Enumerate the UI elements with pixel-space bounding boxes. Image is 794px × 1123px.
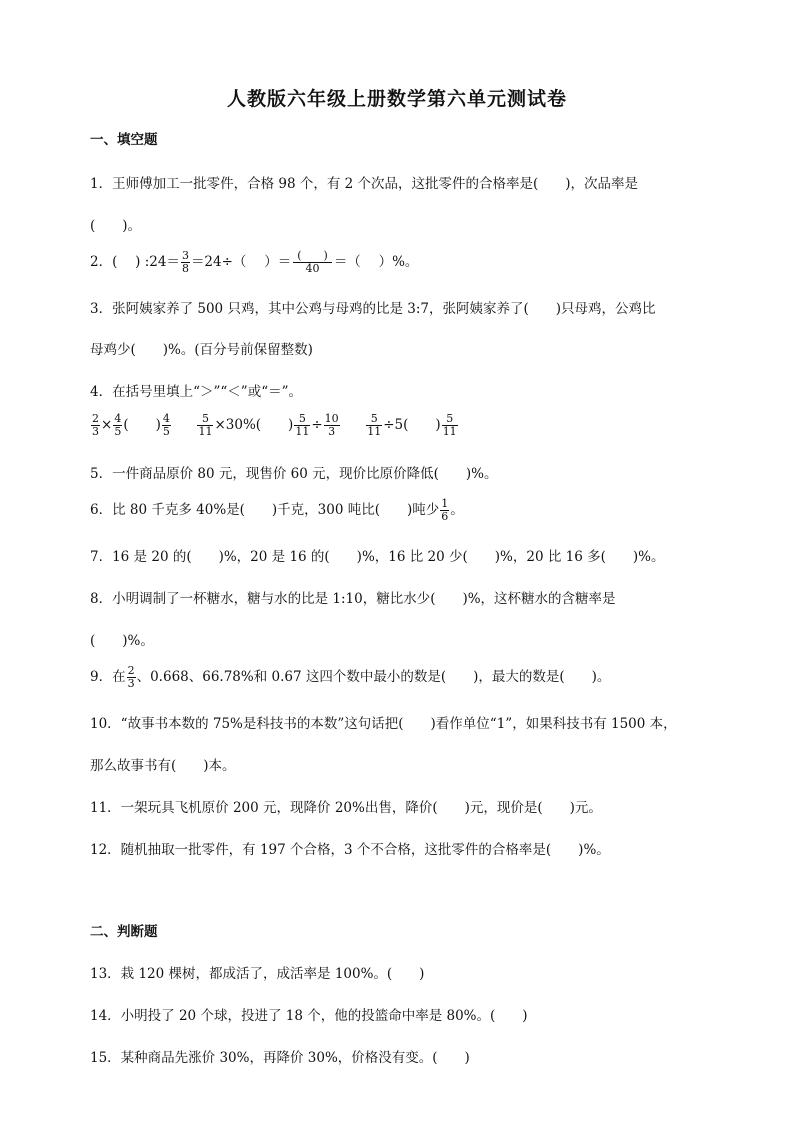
question-12: 12．随机抽取一批零件，有 197 个合格，3 个不合格，这批零件的合格率是( )%。: [90, 842, 610, 858]
q4-e3-blank: ( ): [403, 417, 441, 433]
q9-frac-den: 3: [127, 677, 135, 690]
q4-e3-frac-b-den: 11: [442, 425, 457, 438]
question-15: 15．某种商品先涨价 30%，再降价 30%，价格没有变。( ): [90, 1050, 470, 1066]
q4-e2-op: ×30%: [214, 417, 256, 433]
question-10-line-2: 那么故事书有( )本。: [90, 758, 236, 774]
q2-frac2-denominator: 40: [305, 262, 320, 275]
q4-e1-frac-a: [91, 413, 100, 438]
q6-frac-num: 1: [441, 497, 449, 510]
q4-e1-frac-b: [113, 413, 122, 438]
question-4-expressions: [90, 413, 459, 438]
q4-e1-frac-c-den: 5: [162, 425, 170, 438]
q2-prefix: 2．( ) :24＝: [90, 254, 180, 270]
question-8-line-1: 8．小明调制了一杯糖水，糖与水的比是 1:10，糖比水少( )%，这杯糖水的含糖率是: [90, 591, 616, 607]
q4-e2-frac-b: [294, 413, 310, 438]
question-4-line-1: 4．在括号里填上“＞”“＜”或“＝”。: [90, 384, 302, 400]
q9-prefix: 9．在: [90, 669, 126, 685]
question-13: 13．栽 120 棵树，都成活了，成活率是 100%。( ): [90, 966, 425, 982]
q9-frac-num: 2: [127, 664, 135, 677]
q2-frac1-numerator: 3: [181, 249, 189, 262]
q4-e2-frac-a-num: 5: [197, 413, 213, 426]
q4-e2-frac-c-den: 3: [328, 425, 336, 438]
question-7: 7．16 是 20 的( )%，20 是 16 的( )%，16 比 20 少( )%，20 比 16 多( )%。: [90, 549, 665, 565]
question-10-line-1: 10．“故事书本数的 75%是科技书的本数”这句话把( )看作单位“1”，如果科技书有 1500 本，: [90, 716, 677, 732]
question-3-line-1: 3．张阿姨家养了 500 只鸡，其中公鸡与母鸡的比是 3:7，张阿姨家养了( )只母鸡，公鸡比: [90, 301, 656, 317]
q4-e1-frac-b-num: 4: [114, 412, 122, 425]
question-9: [90, 665, 610, 690]
q2-mid: ＝24÷（ ）＝: [190, 254, 292, 270]
q4-e1-frac-c-num: 4: [162, 412, 170, 425]
q4-e2-frac-c-num: 10: [324, 412, 339, 425]
q6-fraction: [440, 498, 449, 523]
q4-e3-frac-b-num: 5: [442, 413, 458, 426]
q4-e2-blank: ( ): [255, 417, 294, 433]
q4-e2-frac-c: [324, 413, 340, 438]
q4-e3-frac-a-den: 11: [367, 425, 382, 438]
section-heading-true-false: 二、判断题: [90, 924, 158, 940]
question-5: 5．一件商品原价 80 元，现售价 60 元，现价比原价降低( )%。: [90, 466, 498, 482]
question-2: [90, 250, 418, 275]
q4-e2-frac-b-den: 11: [295, 425, 310, 438]
q4-e2-frac-b-num: 5: [294, 413, 310, 426]
q2-fraction-2: [293, 250, 332, 275]
question-3-line-2: 母鸡少( )%。(百分号前保留整数): [90, 342, 313, 358]
question-1-line-2: ( )。: [90, 218, 142, 234]
q4-e2-frac-a: [197, 413, 213, 438]
q9-fraction: [127, 665, 136, 690]
q2-suffix: ＝（ ）%。: [333, 254, 419, 270]
question-8-line-2: ( )%。: [90, 633, 154, 649]
q2-frac2-numerator: ( ): [293, 250, 332, 263]
q4-e1-frac-c: [162, 413, 171, 438]
q4-e3-frac-a-num: 5: [366, 413, 382, 426]
q2-fraction-1: [181, 250, 190, 275]
q6-suffix: 。: [450, 502, 464, 518]
page-title: 人教版六年级上册数学第六单元测试卷: [226, 88, 567, 110]
q4-e1-frac-a-den: 3: [92, 425, 99, 438]
section-heading-fill-blank: 一、填空题: [90, 132, 158, 148]
q4-e1-frac-a-num: 2: [92, 412, 99, 425]
q4-e2-op2: ÷: [311, 417, 323, 433]
q4-e3-frac-a: [366, 413, 382, 438]
q4-e1-op: ×: [101, 417, 113, 433]
q4-e1-blank: ( ): [123, 417, 161, 433]
q4-e3-op: ÷5: [383, 417, 404, 433]
question-6: [90, 498, 464, 523]
q4-e3-frac-b: [442, 413, 458, 438]
q2-frac1-denominator: 8: [181, 262, 189, 275]
q6-prefix: 6．比 80 千克多 40%是( )千克，300 吨比( )吨少: [90, 502, 440, 518]
q4-e2-frac-a-den: 11: [198, 425, 213, 438]
question-1-line-1: 1．王师傅加工一批零件，合格 98 个，有 2 个次品，这批零件的合格率是( )，次品率是: [90, 176, 639, 192]
q6-frac-den: 6: [441, 510, 449, 523]
q4-e1-frac-b-den: 5: [114, 425, 122, 438]
question-11: 11．一架玩具飞机原价 200 元，现降价 20%出售，降价( )元，现价是( )元。: [90, 800, 602, 816]
q9-suffix: 、0.668、66.78%和 0.67 这四个数中最小的数是( )，最大的数是( )。: [136, 669, 611, 685]
question-14: 14．小明投了 20 个球，投进了 18 个，他的投篮命中率是 80%。( ): [90, 1008, 528, 1024]
